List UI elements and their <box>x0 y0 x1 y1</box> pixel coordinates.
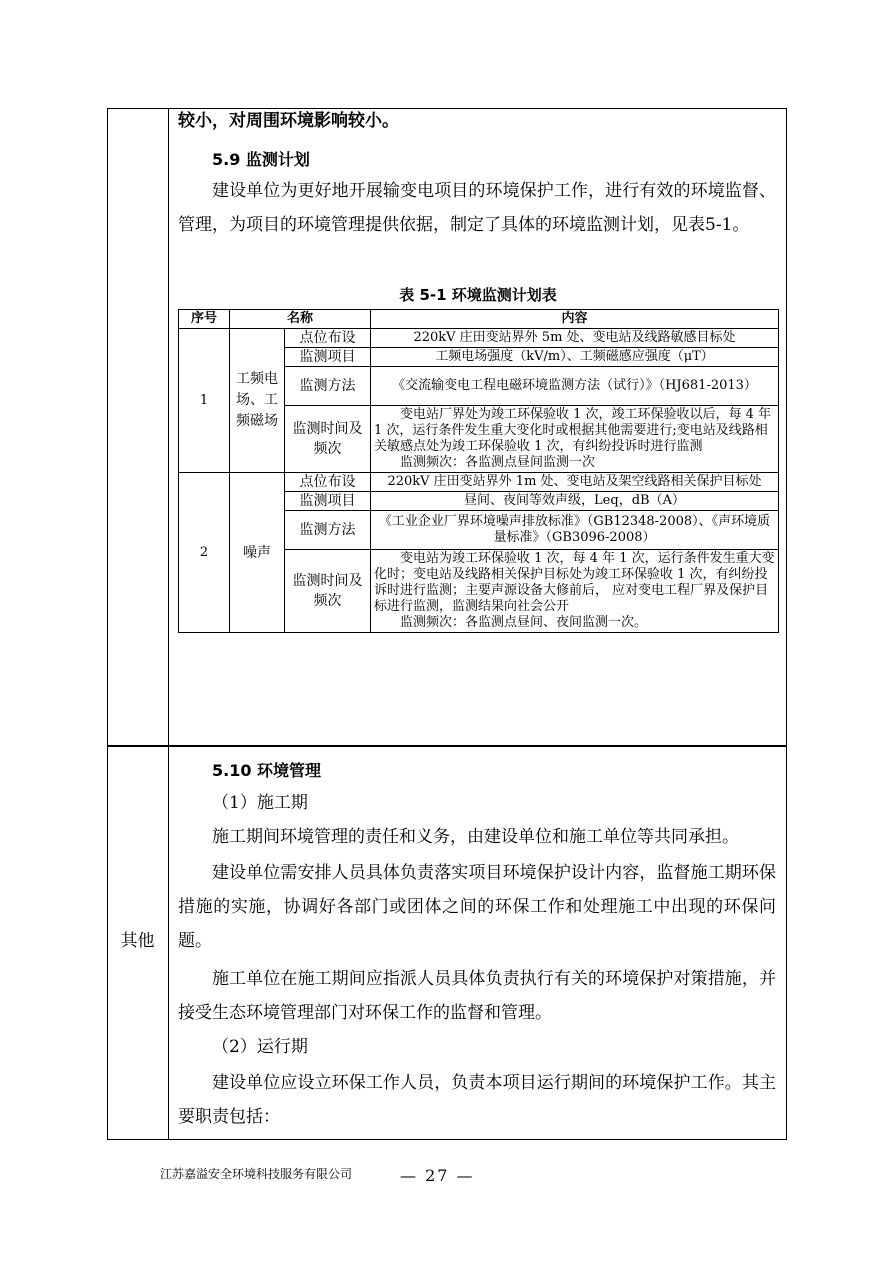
header-content: 内容 <box>371 310 779 329</box>
section-5-10-heading: 5.10 环境管理 <box>212 761 322 780</box>
row-label: 监测方法 <box>285 367 371 406</box>
monitoring-plan-table <box>178 309 779 633</box>
row-label: 监测时间及频次 <box>285 406 371 473</box>
section-5-9-paragraph: 建设单位为更好地开展输变电项目的环境保护工作，进行有效的环境监督、管理，为项目的环境管理提供依据，制定了具体的环境监测计划，见表5-1。 <box>178 181 776 235</box>
paragraph-2: 建设单位需安排人员具体负责落实项目环境保护设计内容，监督施工期环保措施的实施，协调好各部门或团体之间的环保工作和处理施工中出现的环保问题。 <box>178 863 776 951</box>
section-5-9-heading: 5.9 监测计划 <box>212 150 310 169</box>
header-name: 名称 <box>230 310 371 329</box>
row-label: 监测项目 <box>285 348 371 367</box>
row-content-text: 变电站厂界处为竣工环保验收 1 次，竣工环保验收以后，每 4 年 1 次，运行条件发生重大变化时或根据其他需要进行;变电站及线路相关敏感点处为竣工环保验收 1 次，有纠纷投诉时进行监测 <box>374 407 772 454</box>
paragraph-3: 施工单位在施工期间应指派人员具体负责执行有关的环境保护对策措施，并接受生态环境管理部门对环保工作的监督和管理。 <box>178 969 776 1023</box>
subheading-construction: （1）施工期 <box>212 793 308 813</box>
subheading-operation: （2）运行期 <box>212 1037 308 1057</box>
paragraph-1: 施工期间环境管理的责任和义务，由建设单位和施工单位等共同承担。 <box>212 827 739 847</box>
group1-no: 1 <box>179 329 230 473</box>
table-caption: 表 5-1 环境监测计划表 <box>399 286 557 304</box>
row-label: 监测方法 <box>285 511 371 550</box>
row-content <box>371 406 779 473</box>
table-header-row <box>179 310 779 329</box>
row-content: 昼间、夜间等效声级，Leq，dB（A） <box>371 492 779 511</box>
row-content: 220kV 庄田变站界外 1m 处、变电站及架空线路相关保护目标处 <box>371 473 779 492</box>
group1-name: 工频电场、工频磁场 <box>230 329 285 473</box>
row-label: 监测项目 <box>285 492 371 511</box>
page-number: — 27 — <box>400 1166 475 1185</box>
group2-name: 噪声 <box>230 473 285 633</box>
table-row <box>179 473 779 492</box>
row-label: 监测时间及频次 <box>285 550 371 633</box>
group2-no: 2 <box>179 473 230 633</box>
row-label: 点位布设 <box>285 329 371 348</box>
row-content: 《工业企业厂界环境噪声排放标准》（GB12348-2008）、《声环境质量标准》（GB3096-2008） <box>371 511 779 550</box>
table-row <box>179 329 779 348</box>
intro-line: 较小，对周围环境影响较小。 <box>178 111 399 131</box>
footer-company: 江苏嘉溢安全环境科技服务有限公司 <box>160 1167 353 1181</box>
row-divider <box>107 745 787 747</box>
row-content-text: 变电站为竣工环保验收 1 次，每 4 年 1 次，运行条件发生重大变化时；变电站及线路相关保护目标处为竣工环保验收 1 次，有纠纷投诉时进行监测；主要声源设备大修前后， 应对变电工程厂界及保护目标进行监测，监测结果向社会公开 <box>374 551 775 614</box>
row-content: 220kV 庄田变站界外 5m 处、变电站及线路敏感目标处 <box>371 329 779 348</box>
row-content-frequency: 监测频次：各监测点昼间监测一次 <box>400 455 596 470</box>
header-no: 序号 <box>179 310 230 329</box>
row-content <box>371 550 779 633</box>
paragraph-4: 建设单位应设立环保工作人员，负责本项目运行期间的环境保护工作。其主要职责包括： <box>178 1073 776 1127</box>
row-content: 工频电场强度（kV/m）、工频磁感应强度（μT） <box>371 348 779 367</box>
side-label: 其他 <box>120 931 155 951</box>
row-label: 点位布设 <box>285 473 371 492</box>
row-content: 《交流输变电工程电磁环境监测方法（试行）》（HJ681-2013） <box>371 367 779 406</box>
column-divider <box>168 108 169 1140</box>
row-content-frequency: 监测频次：各监测点昼间、夜间监测一次。 <box>400 615 648 630</box>
